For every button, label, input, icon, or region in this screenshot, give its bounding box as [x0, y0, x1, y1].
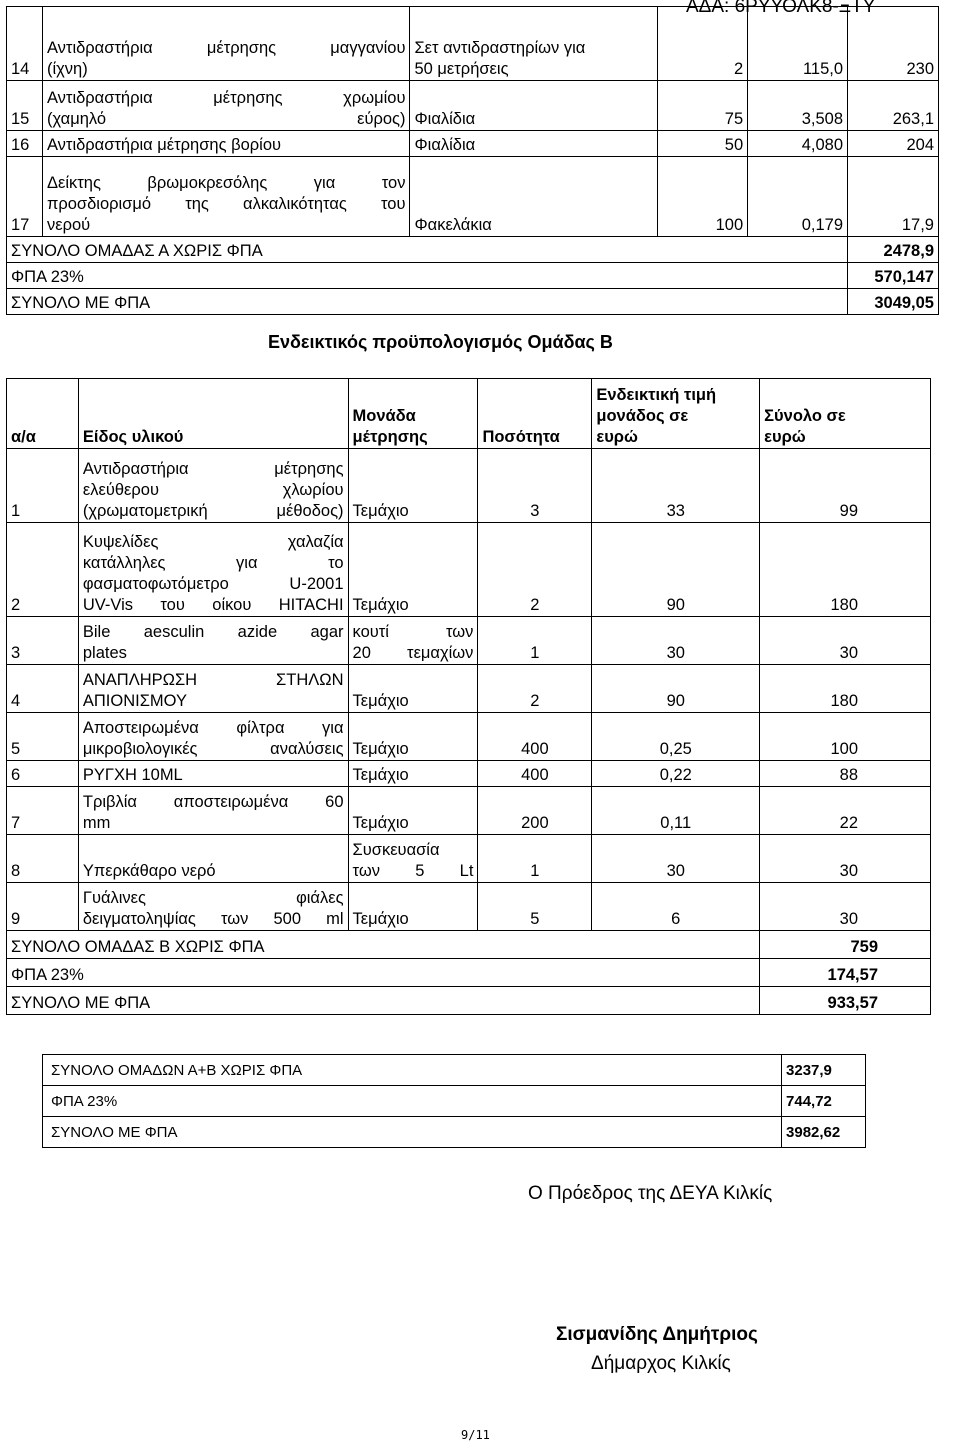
group-b-total-value: 933,57: [760, 987, 931, 1015]
group-b-row: [7, 883, 931, 931]
quantity: 100: [658, 157, 748, 237]
line-total: 204: [848, 131, 939, 157]
group-a-row: [7, 131, 939, 157]
group-a-vat-row: [7, 263, 939, 289]
item-name-line: Τριβλία αποστειρωμένα 60: [82, 793, 344, 811]
unit-line: Τεμάχιο: [352, 596, 409, 614]
item-name-line: προσδιορισμό της αλκαλικότητας του: [46, 195, 406, 213]
group-b-row: [7, 713, 931, 761]
signature-title: Ο Πρόεδρος της ΔΕΥΑ Κιλκίς: [528, 1183, 773, 1204]
row-number: 4: [7, 665, 79, 713]
header-price: [592, 379, 760, 449]
line-total: 30: [760, 617, 931, 665]
unit-price: 0,179: [748, 157, 848, 237]
unit-line: 50 μετρήσεις: [414, 60, 509, 78]
group-b-sum-value: 759: [760, 931, 931, 959]
unit-line: των 5 Lt: [352, 862, 474, 880]
unit: [348, 523, 478, 617]
item-name-line: Αντιδραστήρια μέτρησης μαγγανίου: [46, 39, 406, 57]
item-name-line: μικροβιολογικές αναλύσεις: [82, 740, 344, 758]
line-total: 22: [760, 787, 931, 835]
row-number: 7: [7, 787, 79, 835]
quantity: 1: [478, 835, 592, 883]
unit-price: 115,0: [748, 7, 848, 81]
item-name: [78, 523, 348, 617]
unit: [410, 7, 658, 81]
header-item: Είδος υλικού: [78, 379, 348, 449]
item-name-line: ΑΝΑΠΛΗΡΩΣΗ ΣΤΗΛΩΝ: [82, 671, 344, 689]
item-name-line: Αντιδραστήρια μέτρησης: [82, 460, 344, 478]
group-b-sum-row: [7, 931, 931, 959]
header-unit: [348, 379, 478, 449]
unit-price: 4,080: [748, 131, 848, 157]
unit-price: 6: [592, 883, 760, 931]
quantity: 50: [658, 131, 748, 157]
row-number: 6: [7, 761, 79, 787]
signature-role: Δήμαρχος Κιλκίς: [591, 1353, 731, 1374]
group-b-row: [7, 523, 931, 617]
group-b-total-label: ΣΥΝΟΛΟ ΜΕ ΦΠΑ: [7, 987, 760, 1015]
header-unit-line: μέτρησης: [352, 428, 428, 446]
unit: [410, 157, 658, 237]
unit-line: Σετ αντιδραστηρίων για: [414, 39, 586, 57]
item-name-line: (χαμηλό εύρος): [46, 110, 406, 128]
row-number: 9: [7, 883, 79, 931]
unit-line: Τεμάχιο: [352, 502, 409, 520]
item-name-line: Γυάλινες φιάλες: [82, 889, 344, 907]
item-name: [42, 81, 410, 131]
line-total: 88: [760, 761, 931, 787]
quantity: 1: [478, 617, 592, 665]
group-b-header-row: [7, 379, 931, 449]
item-name: [42, 131, 410, 157]
unit-line: Φιαλίδια: [414, 110, 476, 128]
row-number: 5: [7, 713, 79, 761]
line-total: 30: [760, 883, 931, 931]
row-number: 17: [7, 157, 43, 237]
group-a-vat-label: ΦΠΑ 23%: [7, 263, 848, 289]
line-total: 30: [760, 835, 931, 883]
unit-price: 90: [592, 523, 760, 617]
row-number: 1: [7, 449, 79, 523]
page-number: 9/11: [461, 1428, 490, 1442]
item-name-line: ΑΠΙΟΝΙΣΜΟΥ: [82, 692, 187, 710]
line-total: 263,1: [848, 81, 939, 131]
item-name-line: ελεύθερου χλωρίου: [82, 481, 344, 499]
unit-line: Τεμάχιο: [352, 692, 409, 710]
line-total: 99: [760, 449, 931, 523]
item-name-line: Υπερκάθαρο νερό: [82, 862, 216, 880]
unit: [348, 713, 478, 761]
unit-price: 33: [592, 449, 760, 523]
unit-price: 30: [592, 835, 760, 883]
quantity: 400: [478, 713, 592, 761]
item-name-line: φασματοφωτόμετρο U-2001: [82, 575, 344, 593]
unit-line: Φακελάκια: [414, 216, 492, 234]
header-unit-line: Μονάδα: [352, 407, 416, 425]
group-a-sum-label: ΣΥΝΟΛΟ ΟΜΑΔΑΣ Α ΧΩΡΙΣ ΦΠΑ: [7, 237, 848, 263]
item-name-line: (ίχνη): [46, 60, 88, 78]
header-total: [760, 379, 931, 449]
group-b-row: [7, 449, 931, 523]
group-a-sum-value: 2478,9: [848, 237, 939, 263]
group-b-vat-label: ΦΠΑ 23%: [7, 959, 760, 987]
item-name: [78, 787, 348, 835]
item-name-line: Αποστειρωμένα φίλτρα για: [82, 719, 344, 737]
groups-ab-summary-table: [42, 1054, 866, 1148]
group-b-row: [7, 835, 931, 883]
header-price-line: Ενδεικτική τιμή: [596, 386, 717, 404]
item-name: [78, 835, 348, 883]
header-price-line: μονάδος σε: [596, 407, 689, 425]
unit-price: 0,22: [592, 761, 760, 787]
row-number: 3: [7, 617, 79, 665]
unit: [410, 81, 658, 131]
item-name-line: plates: [82, 644, 127, 662]
header-price-line: ευρώ: [596, 428, 638, 446]
item-name-line: νερού: [46, 216, 91, 234]
document-code: ΑΔΑ: 6ΡΥΥΟΛΚ8-ΞΤΥ: [686, 0, 876, 17]
unit: [348, 761, 478, 787]
unit-line: Τεμάχιο: [352, 814, 409, 832]
group-a-total-label: ΣΥΝΟΛΟ ΜΕ ΦΠΑ: [7, 289, 848, 315]
item-name-line: mm: [82, 814, 111, 832]
quantity: 200: [478, 787, 592, 835]
unit-price: 0,11: [592, 787, 760, 835]
item-name-line: Κυψελίδες χαλαζία: [82, 533, 344, 551]
quantity: 3: [478, 449, 592, 523]
ab-vat-label: ΦΠΑ 23%: [43, 1086, 782, 1117]
group-a-total-value: 3049,05: [848, 289, 939, 315]
item-name-line: (χρωματομετρική μέθοδος): [82, 502, 344, 520]
item-name: [42, 7, 410, 81]
row-number: 8: [7, 835, 79, 883]
unit-line: Συσκευασία: [352, 841, 440, 859]
unit-price: 30: [592, 617, 760, 665]
item-name: [42, 157, 410, 237]
line-total: 180: [760, 523, 931, 617]
item-name-line: Αντιδραστήρια μέτρησης βορίου: [46, 136, 282, 154]
group-a-row: [7, 81, 939, 131]
unit: [348, 883, 478, 931]
group-b-vat-row: [7, 959, 931, 987]
row-number: 15: [7, 81, 43, 131]
unit-price: 0,25: [592, 713, 760, 761]
quantity: 75: [658, 81, 748, 131]
header-total-line: ευρώ: [764, 428, 806, 446]
group-a-table: [6, 6, 939, 315]
unit-line: Τεμάχιο: [352, 740, 409, 758]
row-number: 2: [7, 523, 79, 617]
ab-sum-label: ΣΥΝΟΛΟ ΟΜΑΔΩΝ Α+Β ΧΩΡΙΣ ΦΠΑ: [43, 1055, 782, 1086]
group-b-total-row: [7, 987, 931, 1015]
group-b-row: [7, 787, 931, 835]
item-name: [78, 761, 348, 787]
group-a-row: [7, 157, 939, 237]
header-total-line: Σύνολο σε: [764, 407, 846, 425]
quantity: 2: [658, 7, 748, 81]
unit: [348, 449, 478, 523]
header-qty: Ποσότητα: [478, 379, 592, 449]
ab-total-label: ΣΥΝΟΛΟ ΜΕ ΦΠΑ: [43, 1117, 782, 1148]
line-total: 17,9: [848, 157, 939, 237]
ab-sum-value: 3237,9: [782, 1055, 866, 1086]
ab-vat-value: 744,72: [782, 1086, 866, 1117]
item-name: [78, 665, 348, 713]
item-name-line: Bile aesculin azide agar: [82, 623, 344, 641]
quantity: 2: [478, 523, 592, 617]
unit-price: 90: [592, 665, 760, 713]
item-name-line: δειγματοληψίας των 500 ml: [82, 910, 344, 928]
item-name-line: UV-Vis του οίκου HITACHI: [82, 596, 344, 614]
group-b-row: [7, 665, 931, 713]
group-b-title: Ενδεικτικός προϋπολογισμός Ομάδας Β: [268, 332, 613, 352]
group-a-total-row: [7, 289, 939, 315]
item-name: [78, 449, 348, 523]
header-no: α/α: [7, 379, 79, 449]
row-number: 16: [7, 131, 43, 157]
line-total: 230: [848, 7, 939, 81]
group-b-sum-label: ΣΥΝΟΛΟ ΟΜΑΔΑΣ Β ΧΩΡΙΣ ΦΠΑ: [7, 931, 760, 959]
group-b-vat-value: 174,57: [760, 959, 931, 987]
group-a-sum-row: [7, 237, 939, 263]
unit: [348, 617, 478, 665]
row-number: 14: [7, 7, 43, 81]
item-name-line: ΡΥΓΧΗ 10ML: [82, 766, 183, 784]
item-name-line: κατάλληλες για το: [82, 554, 344, 572]
item-name-line: Αντιδραστήρια μέτρησης χρωμίου: [46, 89, 406, 107]
ab-sum-row: [43, 1055, 866, 1086]
unit: [348, 835, 478, 883]
item-name: [78, 617, 348, 665]
unit-line: Τεμάχιο: [352, 766, 409, 784]
unit-line: Φιαλίδια: [414, 136, 476, 154]
group-a-vat-value: 570,147: [848, 263, 939, 289]
item-name-line: Δείκτης βρωμοκρεσόλης για τον: [46, 174, 406, 192]
group-b-row: [7, 617, 931, 665]
line-total: 180: [760, 665, 931, 713]
ab-vat-row: [43, 1086, 866, 1117]
item-name: [78, 713, 348, 761]
unit-line: κουτί των: [352, 623, 474, 641]
item-name: [78, 883, 348, 931]
signature-name: Σισμανίδης Δημήτριος: [556, 1324, 758, 1345]
unit: [410, 131, 658, 157]
unit: [348, 787, 478, 835]
ab-total-row: [43, 1117, 866, 1148]
group-b-row: [7, 761, 931, 787]
quantity: 2: [478, 665, 592, 713]
unit-line: 20 τεμαχίων: [352, 644, 474, 662]
ab-total-value: 3982,62: [782, 1117, 866, 1148]
line-total: 100: [760, 713, 931, 761]
quantity: 400: [478, 761, 592, 787]
group-a-row: [7, 7, 939, 81]
quantity: 5: [478, 883, 592, 931]
unit-price: 3,508: [748, 81, 848, 131]
group-b-table: [6, 378, 931, 1015]
unit-line: Τεμάχιο: [352, 910, 409, 928]
unit: [348, 665, 478, 713]
